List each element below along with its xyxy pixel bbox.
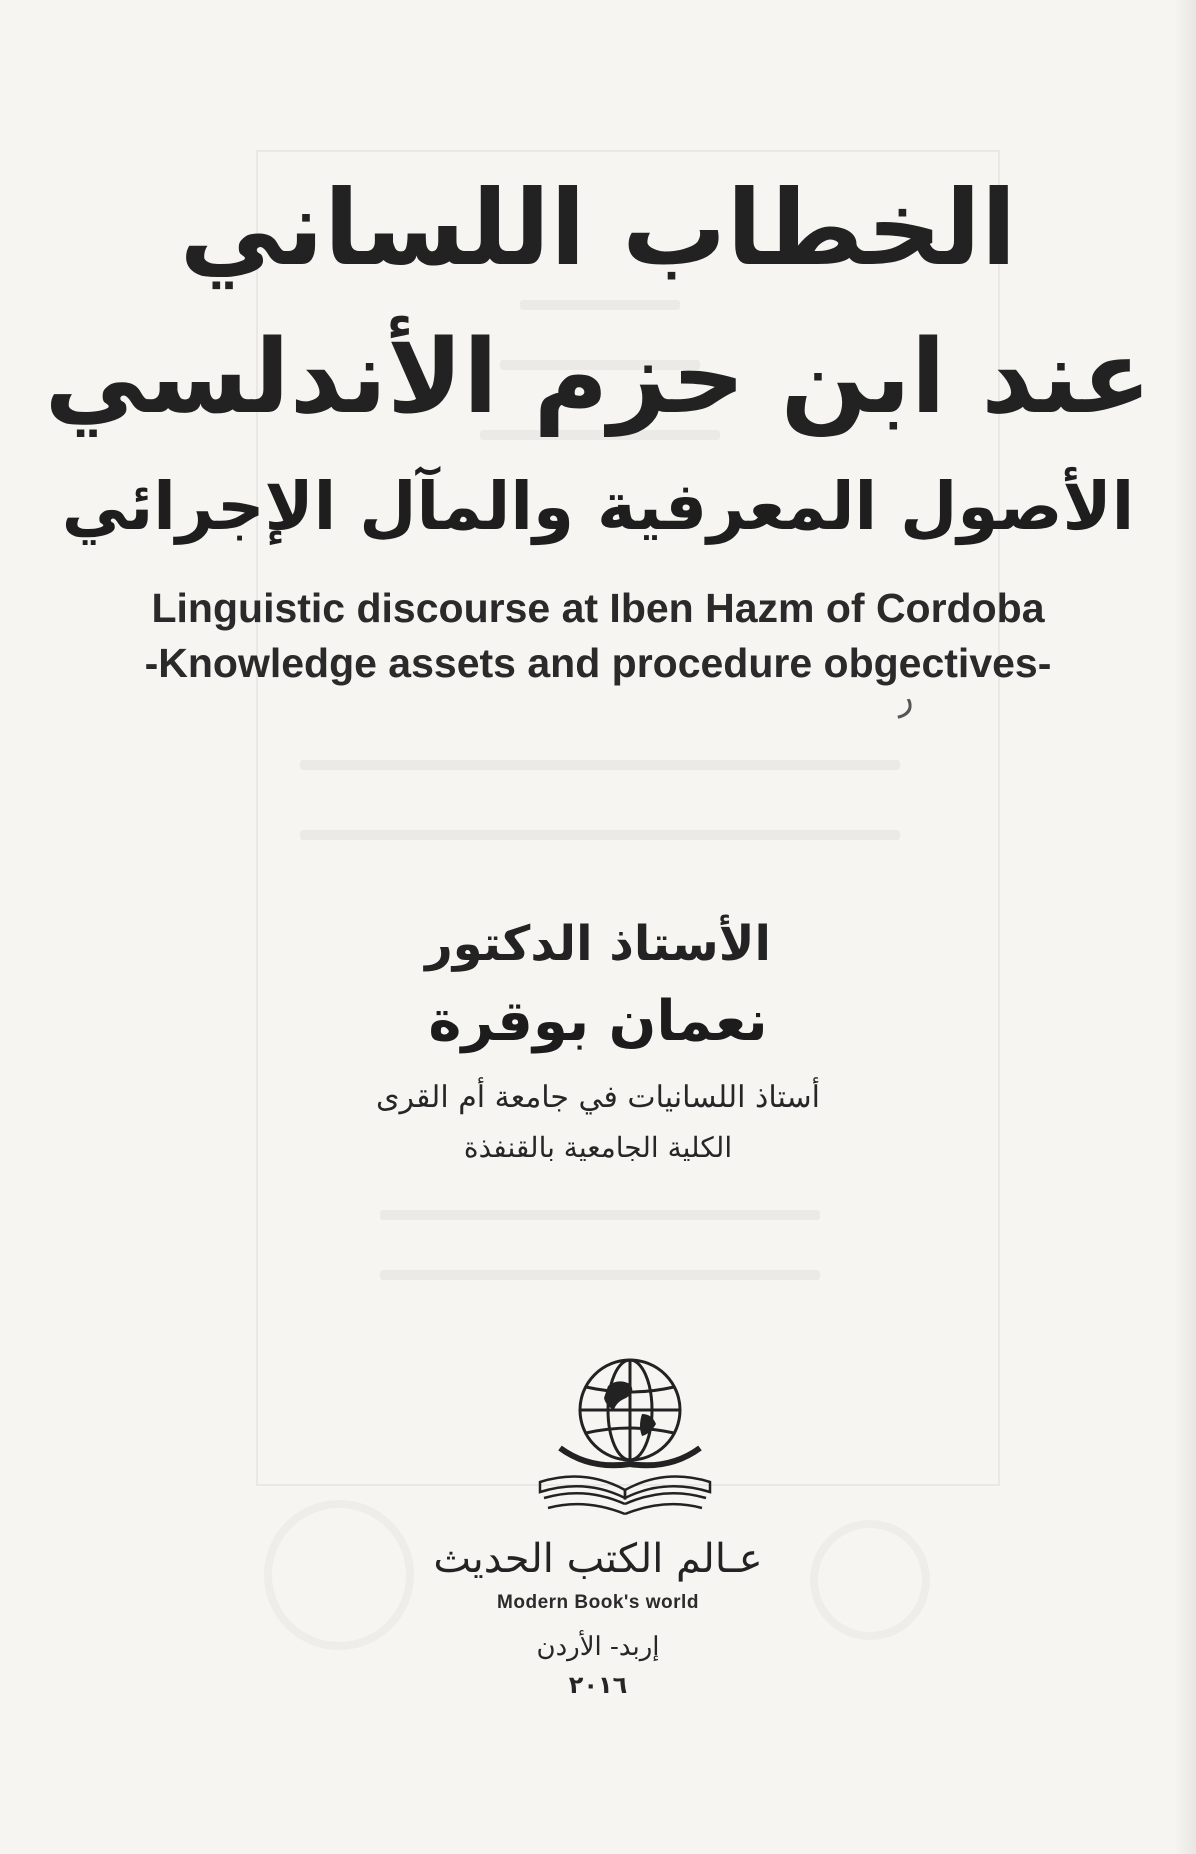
author-affiliation-2: الكلية الجامعية بالقنفذة: [463, 1131, 733, 1164]
publication-year: ٢٠١٦: [568, 1671, 628, 1699]
publisher-name-arabic: عـالم الكتب الحديث: [433, 1536, 763, 1582]
globe-book-icon: [530, 1352, 720, 1532]
show-through-line: [380, 1210, 820, 1220]
pencil-annotation: ر: [892, 676, 916, 720]
author-title-label: الأستاذ الدكتور: [425, 916, 771, 972]
title-line-2: عند ابن حزم الأندلسي: [44, 318, 1152, 437]
publisher-name-english: Modern Book's world: [497, 1592, 699, 1613]
english-title-line-2: -Knowledge assets and procedure obgectives-: [144, 640, 1052, 686]
english-title-line-1: Linguistic discourse at Iben Hazm of Cordoba: [151, 585, 1045, 631]
show-through-line: [520, 300, 680, 310]
author-name: نعمان بوقرة: [428, 989, 768, 1054]
show-through-line: [380, 1270, 820, 1280]
subtitle: الأصول المعرفية والمآل الإجرائي: [61, 468, 1135, 545]
author-affiliation-1: أستاذ اللسانيات في جامعة أم القرى: [375, 1080, 821, 1115]
publisher-city: إربد- الأردن: [536, 1632, 660, 1662]
title-line-1: الخطاب اللساني: [179, 167, 1017, 289]
show-through-line: [300, 830, 900, 840]
show-through-line: [300, 760, 900, 770]
